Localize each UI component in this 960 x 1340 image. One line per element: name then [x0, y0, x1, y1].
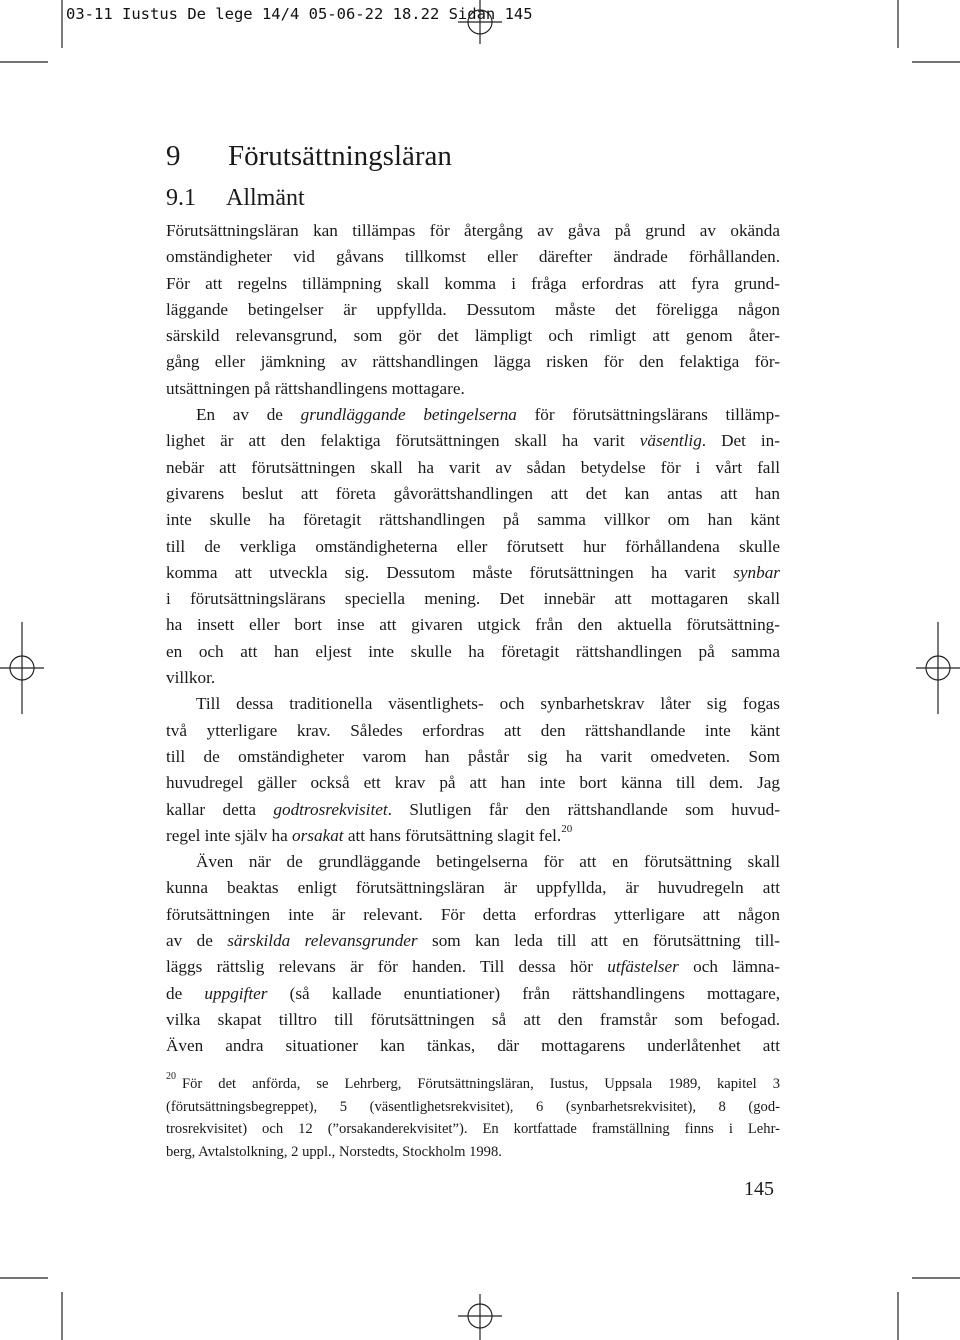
body-line: komma att utveckla sig. Dessutom måste förutsättningen ha varit synbar: [166, 562, 780, 582]
registration-mark-right: [916, 622, 960, 714]
body-line: läggande betingelser är uppfyllda. Dessutom måste det föreligga någon: [166, 299, 780, 319]
emphasis: orsakat: [292, 825, 344, 845]
footnote-line: $^{20}$ För det anförda, se Lehrberg, Förutsättningsläran, Iustus, Uppsala 1989, kapitel 3: [166, 1071, 780, 1092]
footnote-number: 20: [166, 1071, 176, 1083]
body-line: regel inte själv ha orsakat att hans förutsättning slagit fel.$^{20}$: [166, 823, 573, 845]
body-text: [166, 218, 780, 1060]
body-line: särskild relevansgrund, som gör det lämpligt och rimligt att genom åter-: [166, 326, 780, 346]
body-line: givarens beslut att företa gåvorättshandlingen att det kan antas att han: [166, 483, 780, 503]
chapter-heading: [166, 140, 452, 173]
body-line: förutsättningen inte är relevant. För detta erfordras ytterligare att någon: [166, 904, 780, 924]
body-line: vilka skapat tilltro till förutsättningen så att den framstår som befogad.: [166, 1009, 780, 1029]
footnote-line: (förutsättningsbegreppet), 5 (väsentlighetsrekvisitet), 6 (synbarhetsrekvisitet), 8 (god-: [166, 1098, 780, 1115]
emphasis: väsentlig: [639, 431, 702, 451]
body-line: kallar detta godtrosrekvisitet. Slutligen får den rättshandlande som huvud-: [166, 799, 780, 819]
section-number: 9.1: [166, 185, 196, 211]
print-slug: 03-11 Iustus De lege 14/4 05-06-22 18.22 Sidan 145: [66, 5, 533, 23]
body-line: Förutsättningsläran kan tillämpas för återgång av gåva på grund av okända: [166, 221, 780, 240]
body-line: i förutsättningslärans speciella mening. Det innebär att mottagaren skall: [166, 589, 780, 609]
body-line: villkor.: [166, 668, 216, 688]
section-title: Allmänt: [226, 185, 305, 211]
registration-mark-bottom: [458, 1294, 502, 1340]
body-line: gång eller jämkning av rättshandlingen lägga risken för den felaktiga för-: [166, 352, 780, 372]
footnote-line: berg, Avtalstolkning, 2 uppl., Norstedts, Stockholm 1998.: [166, 1143, 502, 1160]
emphasis: utfästelser: [607, 957, 679, 977]
body-line: två ytterligare krav. Således erfordras att den rättshandlande inte känt: [166, 720, 780, 740]
body-line: nebär att förutsättningen skall ha varit av sådan betydelse för i vårt fall: [166, 457, 780, 477]
registration-mark-left: [0, 622, 44, 714]
registration-mark-top: [458, 0, 502, 44]
chapter-title: Förutsättningsläran: [228, 140, 452, 172]
body-line: utsättningen på rättshandlingens mottagare.: [166, 378, 465, 398]
body-line: Även när de grundläggande betingelserna för att en förutsättning skall: [196, 852, 780, 872]
footnote-ref: 20: [561, 823, 573, 836]
footnote: [166, 1073, 780, 1163]
emphasis: synbar: [733, 562, 780, 582]
body-line: en och att han eljest inte skulle ha företagit rättshandlingen på samma: [166, 641, 780, 661]
body-line: de uppgifter (så kallade enuntiationer) från rättshandlingens mottagare,: [166, 983, 780, 1003]
body-line: huvudregel gäller också ett krav på att han inte bort känna till dem. Jag: [166, 773, 780, 793]
body-line: lighet är att den felaktiga förutsättningen skall ha varit väsentlig. Det in-: [166, 431, 780, 451]
body-line: ha insett eller bort inse att givaren utgick från den aktuella förutsättning-: [166, 615, 780, 635]
body-line: kunna beaktas enligt förutsättningsläran är uppfyllda, är huvudregeln att: [166, 878, 780, 898]
body-line: Även andra situationer kan tänkas, där mottagarens underlåtenhet att: [166, 1036, 780, 1056]
section-heading: [166, 185, 305, 212]
body-line: läggs rättslig relevans är för handen. Till dessa hör utfästelser och lämna-: [166, 957, 780, 977]
body-line: För att regelns tillämpning skall komma i fråga erfordras att fyra grund-: [166, 273, 780, 293]
page-number: 145: [744, 1178, 774, 1200]
body-line: av de särskilda relevansgrunder som kan leda till att en förutsättning till-: [166, 931, 780, 951]
emphasis: uppgifter: [204, 983, 268, 1003]
body-line: Till dessa traditionella väsentlighets- och synbarhetskrav låter sig fogas: [196, 694, 780, 714]
body-line: omständigheter vid gåvans tillkomst eller därefter ändrade förhållanden.: [166, 247, 780, 267]
chapter-number: 9: [166, 140, 181, 172]
emphasis: särskilda relevansgrunder: [227, 931, 418, 951]
footnote-line: trosrekvisitet) och 12 (”orsakanderekvisitet”). En kortfattade framställning finns i Lehr-: [166, 1121, 780, 1137]
emphasis: godtrosrekvisitet: [273, 799, 388, 819]
body-line: inte skulle ha företagit rättshandlingen på samma villkor om han känt: [166, 510, 780, 530]
emphasis: grundläggande betingelserna: [300, 405, 517, 425]
body-line: till de verkliga omständigheterna eller förutsett hur förhållandena skulle: [166, 536, 780, 556]
body-line: En av de grundläggande betingelserna för förutsättningslärans tillämp-: [196, 405, 780, 425]
body-line: till de omständigheter varom han påstår sig ha varit omedveten. Som: [166, 746, 780, 766]
